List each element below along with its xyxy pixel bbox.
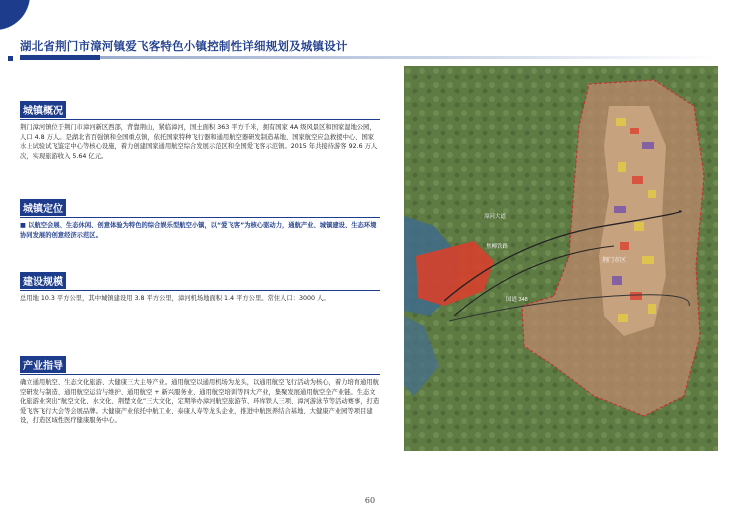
section-rule <box>20 290 380 291</box>
corner-decoration <box>0 0 30 30</box>
section-rule <box>20 374 380 375</box>
map-label-district: 荆门市区 <box>602 258 627 264</box>
section-heading-positioning: 城镇定位 <box>20 199 66 216</box>
section-rule <box>20 119 380 120</box>
section-positioning <box>20 197 380 240</box>
section-rule <box>20 217 380 218</box>
map-label-road-3: 国道 348 <box>506 297 528 303</box>
section-heading-overview: 城镇概况 <box>20 101 66 118</box>
section-overview <box>20 99 380 161</box>
section-body-industry: 确立通用航空、生态文化旅游、大健康三大主导产业。通用航空以通用机场为龙头，以通用航空飞行活动为核心，着力培育通用航空研发与制造、通用航空运营与维护、通用航空 + 新兴服务业、通用航空培训等四大产业，集聚发展通用航空全产业链。生态文化旅游业突出“航空文化、水文化、荆楚文化”三大文化，定期举办漳河航空旅游节、环库铁人三项、漳河游泳节等活动赛事，打造爱飞客飞行大会等会展品牌。大健康产业依托中航工业、泰康人寿等龙头企业，推进中航医养结合基地、大健康产业园等项目建设，打造区域性医疗健康服务中心。 <box>20 379 380 425</box>
page-title: 湖北省荆门市漳河镇爱飞客特色小镇控制性详细规划及城镇设计 <box>20 39 348 53</box>
map-label-road-2: 焦柳铁路 <box>486 244 509 250</box>
map-svg <box>404 66 718 451</box>
page-number: 60 <box>364 496 376 505</box>
bullet-marker <box>8 56 13 61</box>
section-body-overview: 荆门漳河镇位于荆门市漳河新区西部，背靠荆山，紧临漳河，国土面积 363 平方千米，拥有国家 4A 级风景区和国家湿地公园，人口 4.8 万人。是湖北省百强镇和全国重点镇，依托国家特种飞行器和通用航空器研发制造基地、国家航空应急救援中心、国家水上试验试飞鉴定中心等核心设施，着力创建国家通用航空综合发展示范区和全国爱飞客示范镇。2015 年共接待游客 92.6 万人次，实现旅游收入 5.64 亿元。 <box>20 124 378 160</box>
section-heading-scale: 建设规模 <box>20 272 66 289</box>
section-scale <box>20 270 380 304</box>
title-underline <box>20 56 720 59</box>
map-label-road-1: 漳河大道 <box>484 214 507 220</box>
section-body-positioning: ■ 以航空会展、生态休闲、创意体验为特色的综合娱乐型航空小镇，以“爱飞客”为核心驱动力，通航产业、城镇建设、生态环境协同发展的创意经济示范区。 <box>20 222 377 239</box>
section-body-scale: 总用地 10.3 平方公里，其中城镇建设用 3.8 平方公里，漳河机场地面积 1.4 平方公里。常住人口：3000 人。 <box>20 295 330 302</box>
section-heading-industry: 产业指导 <box>20 356 66 373</box>
section-industry <box>20 354 380 426</box>
page-header <box>20 38 720 54</box>
planning-map <box>404 66 718 451</box>
